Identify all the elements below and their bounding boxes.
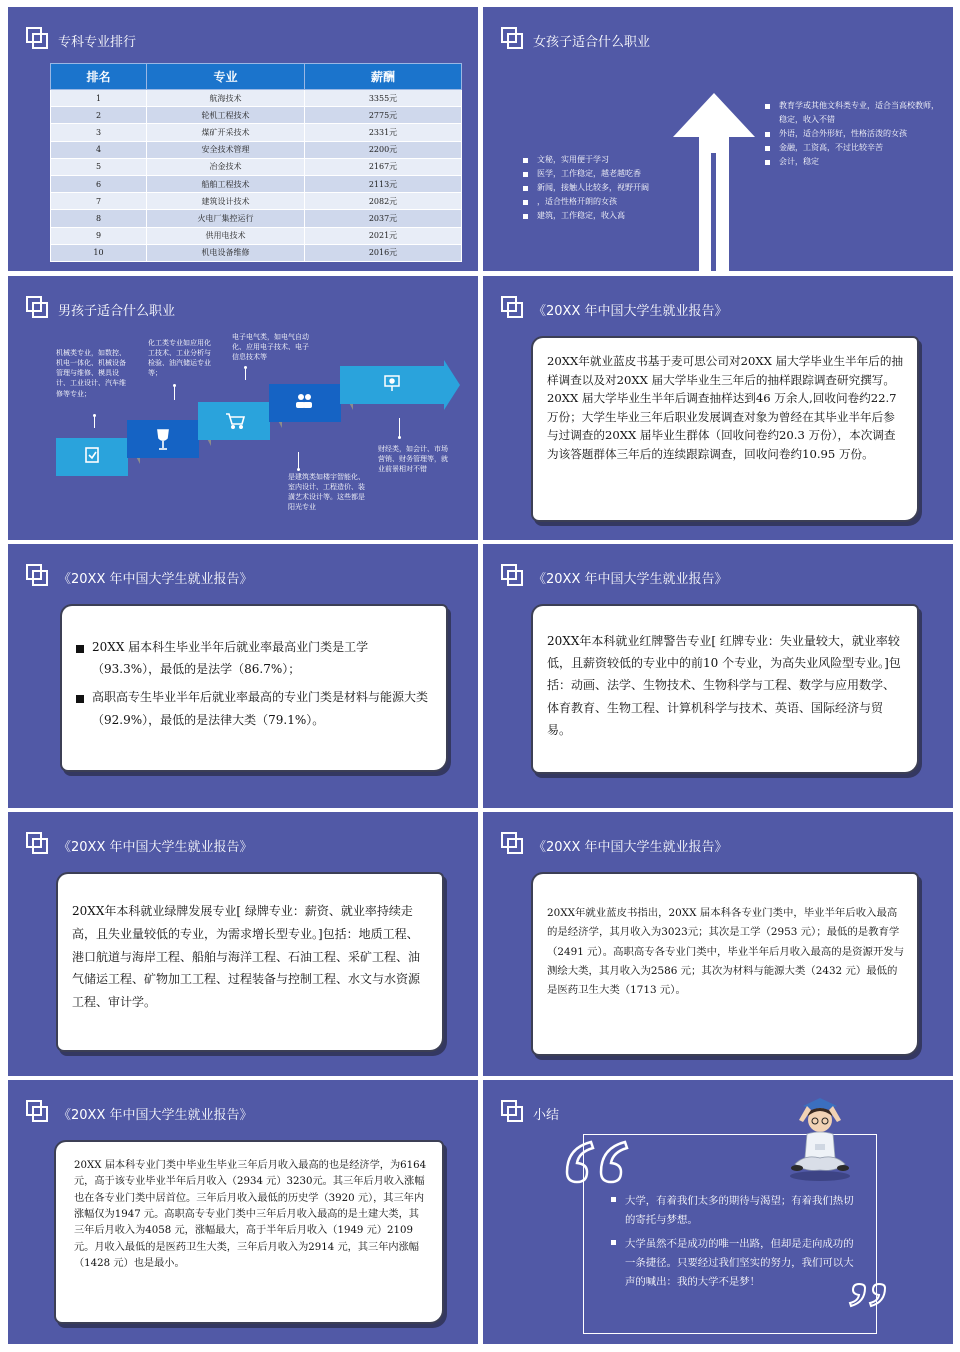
report-text: 20XX 届本科专业门类中毕业生毕业三年后月收入最高的也是经济学，为6164 元，高于该专业毕业半年后月收入（2934 元）3230元。其三年后月收入涨幅也在各专业门类中居首位。三年后月收入最低的历史学（3920 元），其三年内涨幅仅为1947 元。高职高专专业门类中三年后月收入最高的是土建大类，其三年后月收入为4058 元，涨幅最大，高于半年后月收入（1949 元）2109 元。月收入最低的是医药卫生大类，三年后月收入为2914 元，其三年内涨幅（1428 元）也是最小。	[74, 1160, 427, 1269]
table-cell: 10	[51, 244, 147, 261]
up-arrow-icon	[673, 93, 755, 271]
table-cell: 煤矿开采技术	[147, 124, 305, 141]
list-item: 会计，稳定	[765, 155, 941, 169]
table-cell: 5	[51, 158, 147, 175]
logo-icon	[26, 27, 50, 51]
slide-1	[8, 7, 478, 271]
table-cell: 航海技术	[147, 90, 305, 107]
table-row	[51, 90, 462, 107]
list-item: 医学，工作稳定，越老越吃香	[523, 167, 683, 181]
column-header: 薪酬	[305, 64, 462, 90]
step-note-1: 机械类专业，如数控、机电一体化、机械设备管理与维修、模具设计、工业设计、汽车维修等专业；	[56, 349, 126, 398]
slide-6	[483, 544, 953, 808]
table-row	[51, 107, 462, 124]
logo-icon	[501, 296, 525, 320]
table-cell: 火电厂集控运行	[147, 210, 305, 227]
table-cell: 9	[51, 227, 147, 244]
table-cell: 供用电技术	[147, 227, 305, 244]
table-cell: 2082元	[305, 193, 462, 210]
list-item: 大学虽然不是成功的唯一出路，但却是走向成功的一条捷径。只要经过我们坚实的努力，我们可以大声的喊出：我的大学不是梦！	[611, 1235, 859, 1293]
table-row	[51, 124, 462, 141]
step-note-2: 化工类专业如应用化工技术、工业分析与检验、油汽储运专业等；	[148, 339, 211, 378]
slide-10	[483, 1080, 953, 1344]
logo-icon	[501, 27, 525, 51]
slide-3	[8, 276, 478, 540]
list-item: 金融，工资高，不过比较辛苦	[765, 141, 941, 155]
table-row	[51, 227, 462, 244]
table-cell: 2021元	[305, 227, 462, 244]
table-cell: 7	[51, 193, 147, 210]
report-text: 20XX年本科就业红牌警告专业[ 红牌专业：失业量较大，就业率较低，且薪资较低的专业中的前10 个专业，为高失业风险型专业。]包括：动画、法学、生物技术、生物科学与工程、数学与应用数学、体育教育、生物工程、计算机科学与技术、英语、国际经济与贸易。	[547, 634, 901, 737]
text-card	[58, 874, 442, 1050]
logo-icon	[26, 832, 50, 856]
list-item: 新闻，接触人比较多，视野开阔	[523, 181, 683, 195]
table-row	[51, 210, 462, 227]
table-cell: 冶金技术	[147, 158, 305, 175]
table-cell: 8	[51, 210, 147, 227]
table-cell: 船舶工程技术	[147, 175, 305, 192]
table-cell: 2331元	[305, 124, 462, 141]
table-row	[51, 158, 462, 175]
column-header: 排名	[51, 64, 147, 90]
step-note-3: 电子电气类，如电气自动化、应用电子技术、电子信息技术等	[232, 333, 309, 362]
summary-list	[611, 1192, 859, 1292]
text-card	[533, 874, 917, 1054]
slide-title: 专科专业排行	[58, 35, 137, 50]
table-cell: 1	[51, 90, 147, 107]
table-cell: 安全技术管理	[147, 141, 305, 158]
table-row	[51, 244, 462, 261]
table-cell: 2167元	[305, 158, 462, 175]
student-reading-illustration	[785, 1092, 855, 1182]
slide-title: 《20XX 年中国大学生就业报告》	[533, 572, 728, 587]
table-cell: 3355元	[305, 90, 462, 107]
table-cell: 机电设备维修	[147, 244, 305, 261]
slide-8	[483, 812, 953, 1076]
list-item: 20XX 届本科生毕业半年后就业率最高业门类是工学（93.3%），最低的是法学（86.7%）；	[74, 636, 432, 680]
slide-9	[8, 1080, 478, 1344]
table-cell: 2200元	[305, 141, 462, 158]
text-card	[62, 606, 446, 770]
report-text: 20XX年就业蓝皮书基于麦可思公司对20XX 届大学毕业生半年后的抽样调查以及对20XX 届大学毕业生三年后的抽样跟踪调查研究撰写。20XX 届大学毕业生半年后调查抽样达到46 万余人,回收问卷约22.7 万份；大学生毕业三年后职业发展调查对象为曾经在其毕业半年后参与过调查的20XX 届毕业生群体（回收问卷约20.3 万份），本次调查为该答题群体三年后的连续跟踪调查，回收问卷约10.95 万份。	[547, 354, 904, 461]
logo-icon	[501, 832, 525, 856]
left-career-list	[523, 153, 683, 223]
slide-title: 男孩子适合什么职业	[58, 304, 176, 319]
table-cell: 2113元	[305, 175, 462, 192]
table-row	[51, 193, 462, 210]
list-item: 外语，适合外形好，性格活泼的女孩	[765, 127, 941, 141]
text-card	[533, 606, 917, 772]
slide-title: 《20XX 年中国大学生就业报告》	[58, 840, 253, 855]
slide-7	[8, 812, 478, 1076]
table-cell: 轮机工程技术	[147, 107, 305, 124]
report-text: 20XX年就业蓝皮书指出，20XX 届本科各专业门类中，毕业半年后收入最高的是经济学，其月收入为3023元；其次是工学（2953 元）；最低的是教育学（2491 元）。高职高专各专业门类中，毕业半年后月收入最高的是资源开发与测绘大类，其月收入为2586 元；其次为材料与能源大类（2432 元）最低的是医药卫生大类（1713 元）。	[547, 907, 905, 996]
text-card	[56, 1142, 442, 1322]
list-item: 高职高专生毕业半年后就业率最高的专业门类是材料与能源大类（92.9%），最低的是法律大类（79.1%）。	[74, 686, 432, 730]
logo-icon	[501, 1100, 525, 1124]
slide-title: 《20XX 年中国大学生就业报告》	[58, 1108, 253, 1123]
text-card	[533, 338, 917, 520]
table-row	[51, 141, 462, 158]
slide-title: 《20XX 年中国大学生就业报告》	[533, 304, 728, 319]
table-cell: 3	[51, 124, 147, 141]
step-3	[198, 402, 270, 440]
slide-4	[483, 276, 953, 540]
list-item: 建筑，工作稳定，收入高	[523, 209, 683, 223]
right-career-list	[765, 99, 941, 169]
table-row	[51, 175, 462, 192]
table-cell: 2016元	[305, 244, 462, 261]
column-header: 专业	[147, 64, 305, 90]
slide-title: 《20XX 年中国大学生就业报告》	[58, 572, 253, 587]
slide-title: 《20XX 年中国大学生就业报告》	[533, 840, 728, 855]
table-cell: 2037元	[305, 210, 462, 227]
step-note-4: 财经类，如会计、市场营销、财务管理等，就业前景相对不错	[378, 445, 448, 474]
ranking-table	[50, 63, 462, 262]
logo-icon	[501, 564, 525, 588]
list-item: 大学，有着我们太多的期待与渴望；有着我们热切的寄托与梦想。	[611, 1192, 859, 1231]
report-text: 20XX年本科就业绿牌发展专业[ 绿牌专业：薪资、就业率持续走高，且失业量较低的专业，为需求增长型专业。]包括：地质工程、港口航道与海岸工程、船舶与海洋工程、石油工程、采矿工程、油气储运工程、矿物加工工程、过程装备与控制工程、水文与水资源工程、审计学。	[72, 904, 421, 1010]
list-item: 教育学或其他文科类专业，适合当高校教师，稳定，收入不错	[765, 99, 941, 127]
logo-icon	[26, 1100, 50, 1124]
logo-icon	[26, 296, 50, 320]
slide-title: 小结	[533, 1108, 560, 1123]
table-cell: 4	[51, 141, 147, 158]
slide-title: 女孩子适合什么职业	[533, 35, 651, 50]
table-cell: 6	[51, 175, 147, 192]
list-item: ，适合性格开朗的女孩	[523, 195, 683, 209]
slide-2	[483, 7, 953, 271]
table-cell: 2	[51, 107, 147, 124]
slide-5	[8, 544, 478, 808]
list-item: 文秘，实用便于学习	[523, 153, 683, 167]
step-note-5: 是建筑类如楼宇智能化、室内设计、工程造价、装潢艺术设计等。这些都是阳光专业	[288, 473, 365, 512]
table-cell: 2775元	[305, 107, 462, 124]
logo-icon	[26, 564, 50, 588]
step-5-arrow	[340, 360, 460, 410]
open-quote-icon	[563, 1138, 635, 1186]
table-cell: 建筑设计技术	[147, 193, 305, 210]
